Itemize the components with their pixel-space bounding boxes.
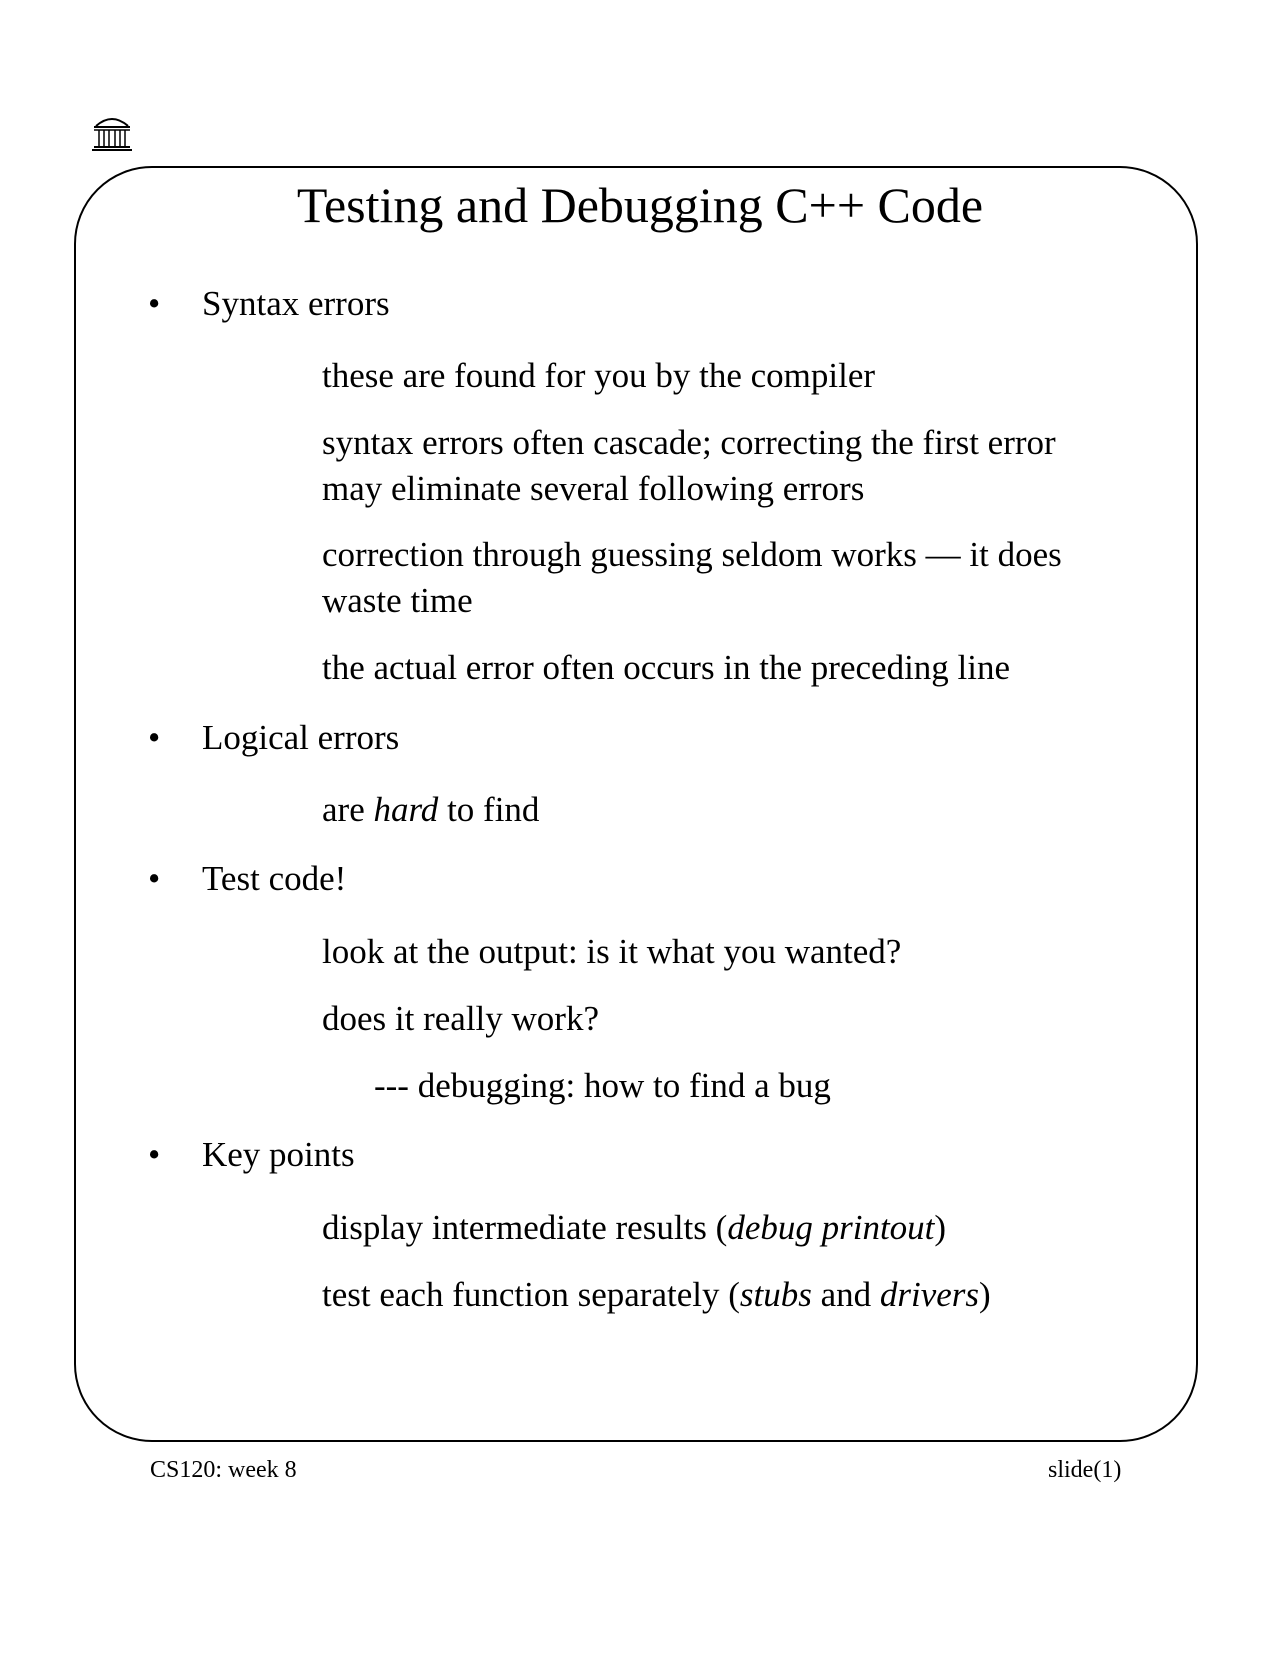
section-heading-logical-errors: Logical errors: [202, 718, 400, 757]
list-item: [322, 787, 539, 833]
list-item: correction through guessing seldom works — it does: [322, 535, 1062, 574]
bullet-icon: •: [148, 1135, 161, 1174]
list-item: waste time: [322, 581, 473, 620]
bullet-icon: •: [148, 284, 161, 323]
list-item: [322, 1205, 946, 1251]
list-item: does it really work?: [322, 999, 599, 1038]
item-text: ): [979, 1275, 991, 1314]
item-text: test each function separately (: [322, 1275, 740, 1314]
list-item: [322, 1272, 991, 1318]
item-text: display intermediate results (: [322, 1208, 728, 1247]
slide-title: Testing and Debugging C++ Code: [296, 177, 984, 233]
item-emphasis: stubs: [739, 1275, 812, 1314]
section-heading-key-points: Key points: [202, 1135, 355, 1174]
section-heading-syntax-errors: Syntax errors: [202, 284, 390, 323]
item-text: are: [322, 790, 374, 829]
footer-course-label: CS120: week 8: [150, 1457, 297, 1483]
item-text: and: [811, 1275, 880, 1314]
list-item: look at the output: is it what you wanted?: [322, 932, 902, 971]
bullet-icon: •: [148, 859, 161, 898]
item-emphasis: drivers: [879, 1275, 980, 1314]
list-item: the actual error often occurs in the preceding line: [322, 648, 1011, 687]
footer-slide-number: slide(1): [1048, 1457, 1122, 1483]
bullet-icon: •: [148, 718, 161, 757]
item-text: ): [934, 1208, 947, 1247]
item-emphasis: debug printout: [727, 1208, 935, 1247]
list-item: --- debugging: how to find a bug: [374, 1066, 831, 1105]
section-heading-test-code: Test code!: [202, 859, 347, 898]
item-text: to find: [438, 790, 540, 829]
list-item: syntax errors often cascade; correcting the first error: [322, 423, 1056, 462]
university-building-icon: [91, 113, 133, 151]
list-item: may eliminate several following errors: [322, 469, 865, 508]
item-emphasis: hard: [373, 790, 439, 829]
list-item: these are found for you by the compiler: [322, 356, 876, 395]
